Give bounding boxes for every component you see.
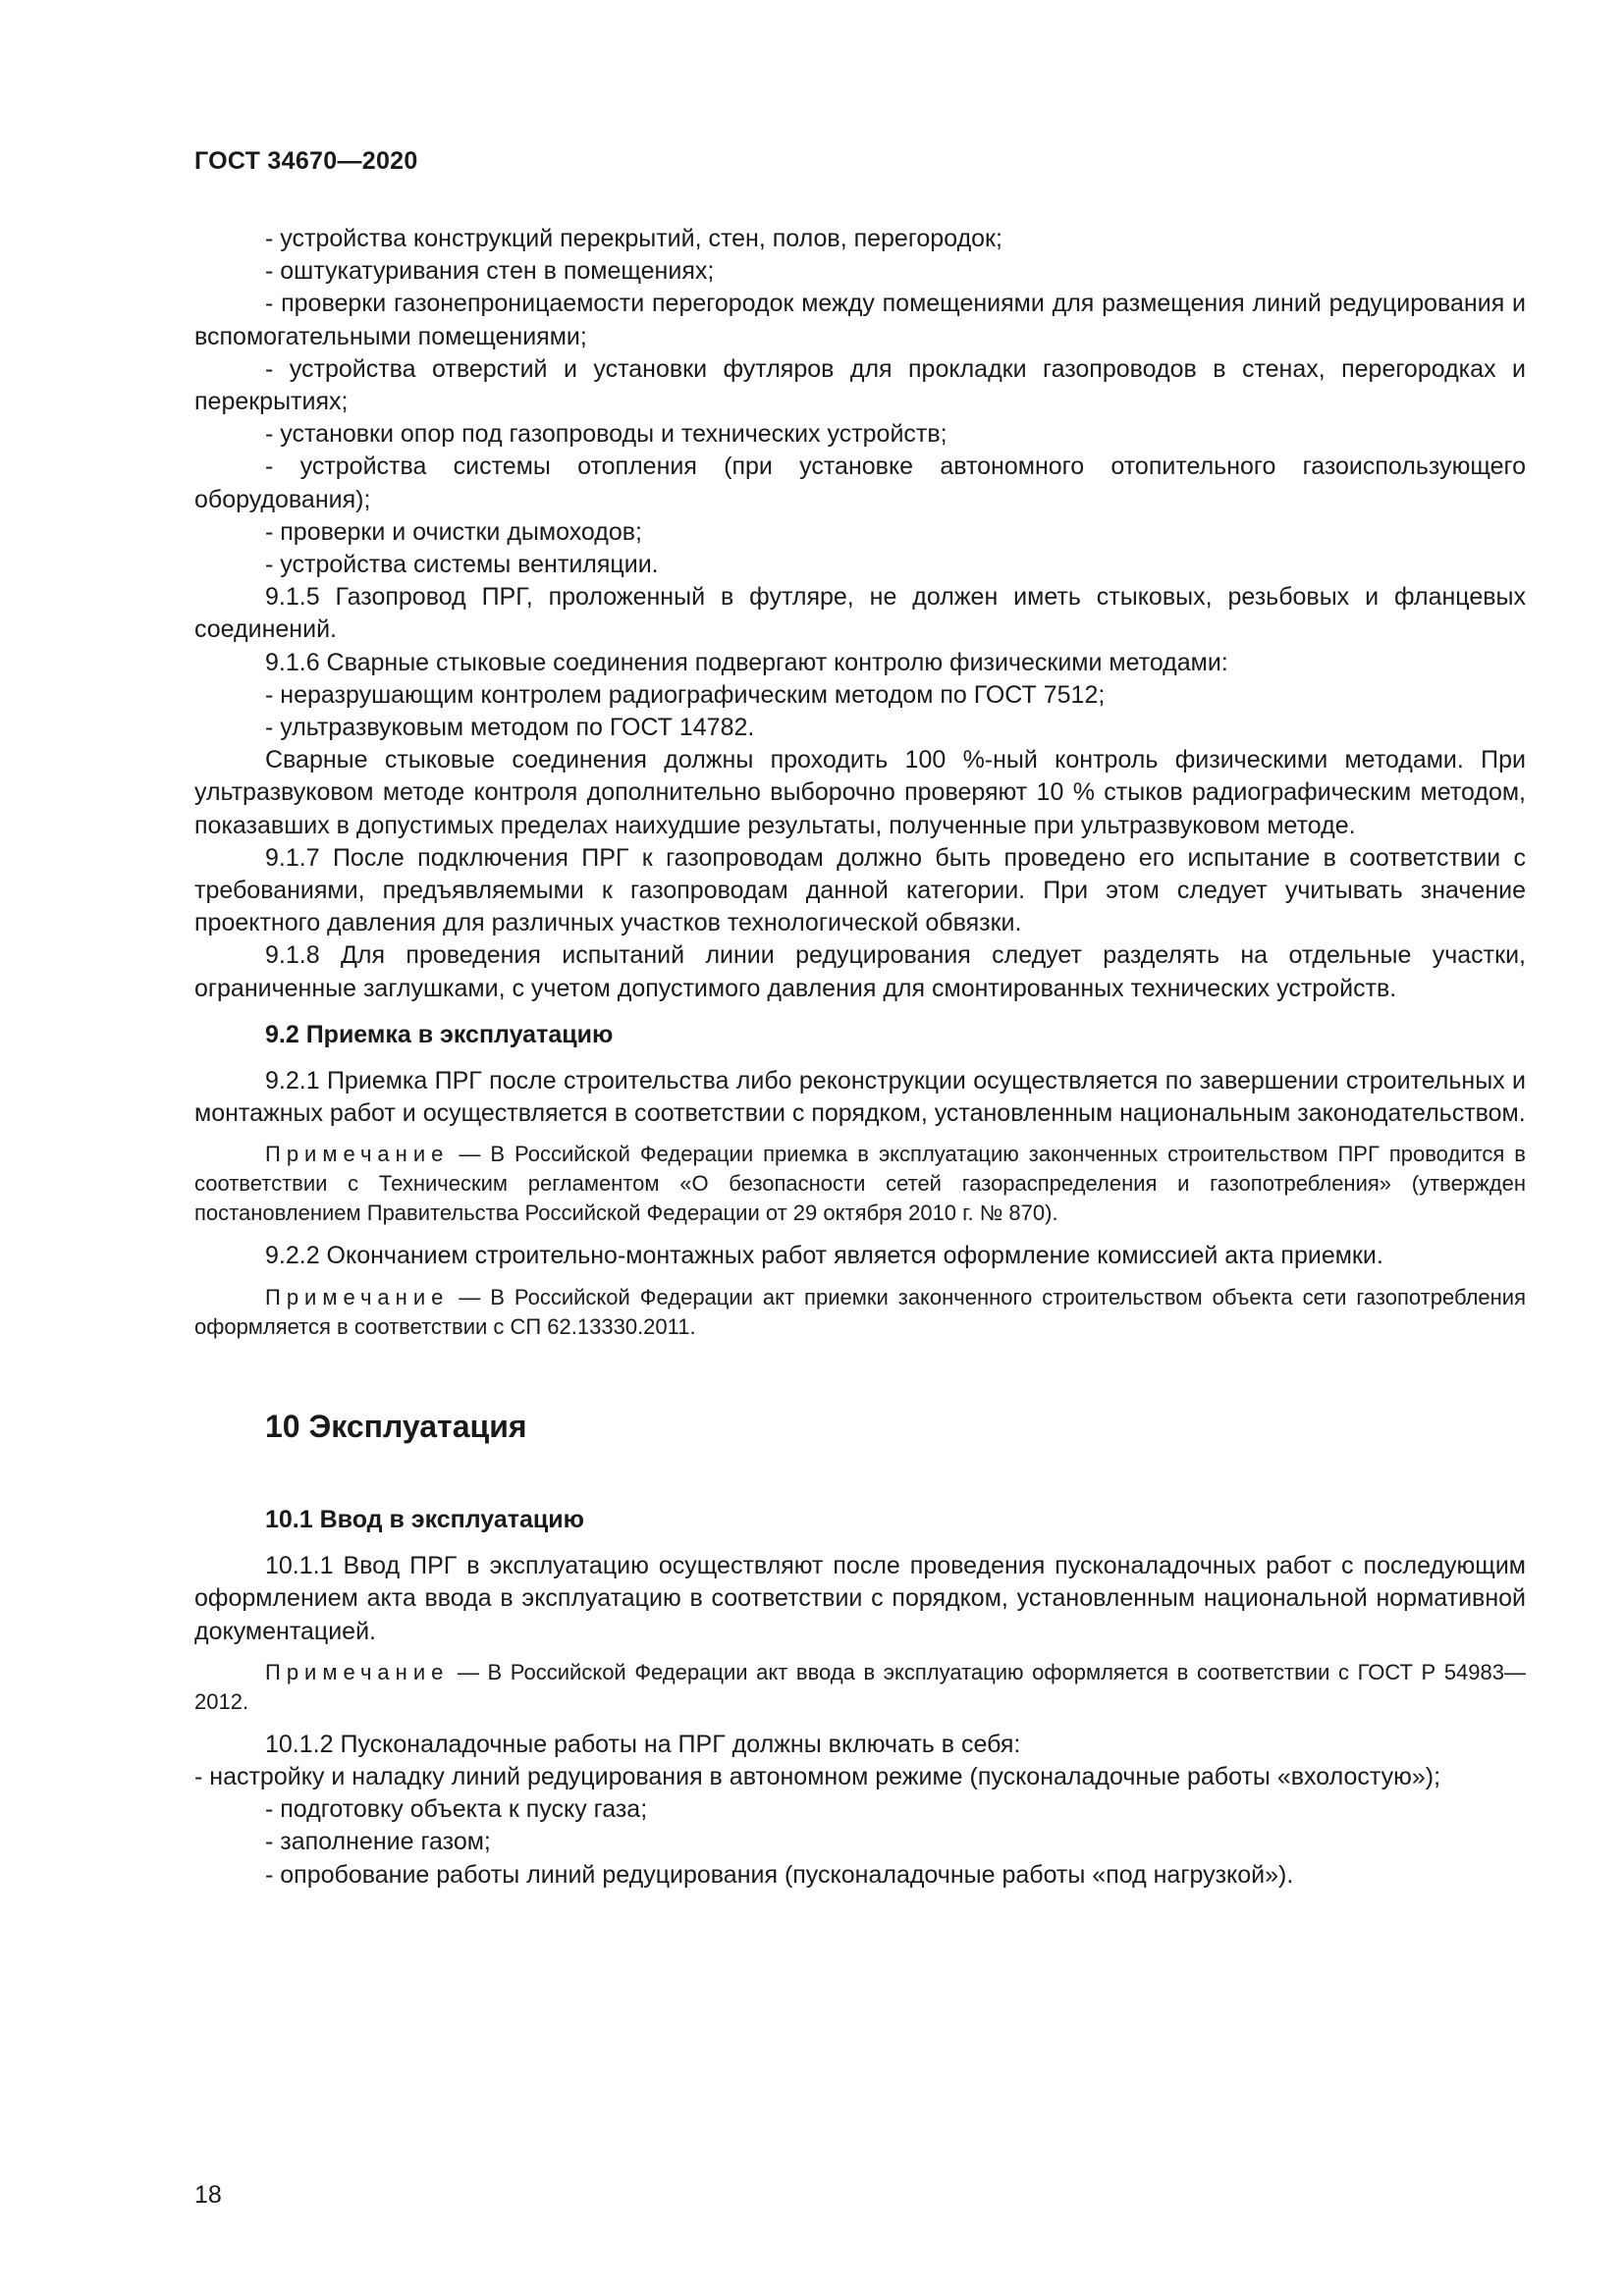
list-item: - устройства системы отопления (при установке автономного отопительного газоиспользующего оборудования); [194,453,1526,513]
clause-9-1-7: 9.1.7 После подключения ПРГ к газопроводам должно быть проведено его испытание в соответствии с требованиями, предъявляемыми к газопроводам данной категории. При этом следует учитывать значение проектного давления для различных участков технологической обвязки. [194,843,1526,937]
clause-10-1-1: 10.1.1 Ввод ПРГ в эксплуатацию осуществляют после проведения пусконаладочных работ с последующим оформлением акта ввода в эксплуатацию в соответствии с порядком, установленным национальной нормативной документацией. [194,1552,1526,1645]
list-item: - заполнение газом; [265,1828,491,1856]
note-3 [194,1658,1526,1717]
list-item: - устройства отверстий и установки футляров для прокладки газопроводов в стенах, перегородках и перекрытиях; [194,354,1526,416]
list-item: - проверки и очистки дымоходов; [265,517,642,546]
list-item: - оштукатуривания стен в помещениях; [265,257,715,286]
list-item: - устройства системы вентиляции. [265,551,659,579]
clause-9-1-8: 9.1.8 Для проведения испытаний линии редуцирования следует разделять на отдельные участки, ограниченные заглушками, с учетом допустимого давления для смонтированных технических устройств. [194,941,1526,1002]
clause-10-1-2: 10.1.2 Пусконаладочные работы на ПРГ должны включать в себя: [265,1730,1021,1758]
note-text: — В Российской Федерации акт приемки законченного строительством объекта сети газопотребления оформляется в соответствии с СП 62.13330.2011. [194,1284,1526,1339]
note-2 [194,1283,1526,1342]
document-code: ГОСТ 34670—2020 [194,147,418,175]
note-text: — В Российской Федерации приемка в эксплуатацию законченных строительством ПРГ проводится в соответствии с Техническим регламентом «О безопасности сетей газораспределения и газопотребления» (утвержден постановлением Правительства Российской Федерации от 29 октября 2010 г. № 870). [194,1142,1526,1226]
clause-9-2-2: 9.2.2 Окончанием строительно-монтажных работ является оформление комиссией акта приемки. [265,1242,1383,1270]
list-item: - опробование работы линий редуцирования (пусконаладочные работы «под нагрузкой»). [265,1860,1294,1889]
clause-9-2-1: 9.2.1 Приемка ПРГ после строительства либо реконструкции осуществляется по завершении строительных и монтажных работ и осуществляется в соответствии с порядком, установленным национальным законодательством. [194,1067,1526,1128]
clause-9-1-6: 9.1.6 Сварные стыковые соединения подвергают контролю физическими методами: [265,648,1228,676]
note-label: Примечание [265,1284,450,1309]
clause-9-1-5: 9.1.5 Газопровод ПРГ, проложенный в футляре, не должен иметь стыковых, резьбовых и фланцевых соединений. [194,583,1526,644]
section-heading-10: 10 Эксплуатация [265,1408,527,1444]
note-1 [194,1140,1526,1228]
list-item: - подготовку объекта к пуску газа; [265,1795,648,1824]
clause-9-1-6-text: Сварные стыковые соединения должны проходить 100 %-ный контроль физическими методами. При ультразвуковом методе контроля дополнительно выборочно проверяют 10 % стыков радиографическим методом, показавших в допустимых пределах наихудшие результаты, полученные при ультразвуковом методе. [194,746,1526,839]
list-item: - ультразвуковым методом по ГОСТ 14782. [265,714,755,742]
page-number: 18 [194,2181,222,2209]
list-item: - установки опор под газопроводы и технических устройств; [265,420,947,449]
subsection-heading-9-2: 9.2 Приемка в эксплуатацию [265,1020,614,1048]
note-label: Примечание [265,1142,450,1167]
note-label: Примечание [265,1659,450,1684]
subsection-heading-10-1: 10.1 Ввод в эксплуатацию [265,1505,585,1533]
list-item: - устройства конструкций перекрытий, стен, полов, перегородок; [265,225,1002,252]
list-item: - неразрушающим контролем радиографическим методом по ГОСТ 7512; [265,680,1106,709]
note-text: — В Российской Федерации акт ввода в эксплуатацию оформляется в соответствии с ГОСТ Р 54983—2012. [194,1659,1526,1714]
list-item: - проверки газонепроницаемости перегородок между помещениями для размещения линий редуцирования и вспомогательными помещениями; [194,290,1526,350]
list-item: - настройку и наладку линий редуцирования в автономном режиме (пусконаладочные работы «вхолостую»); [194,1762,1441,1790]
page-body [194,223,1526,1892]
